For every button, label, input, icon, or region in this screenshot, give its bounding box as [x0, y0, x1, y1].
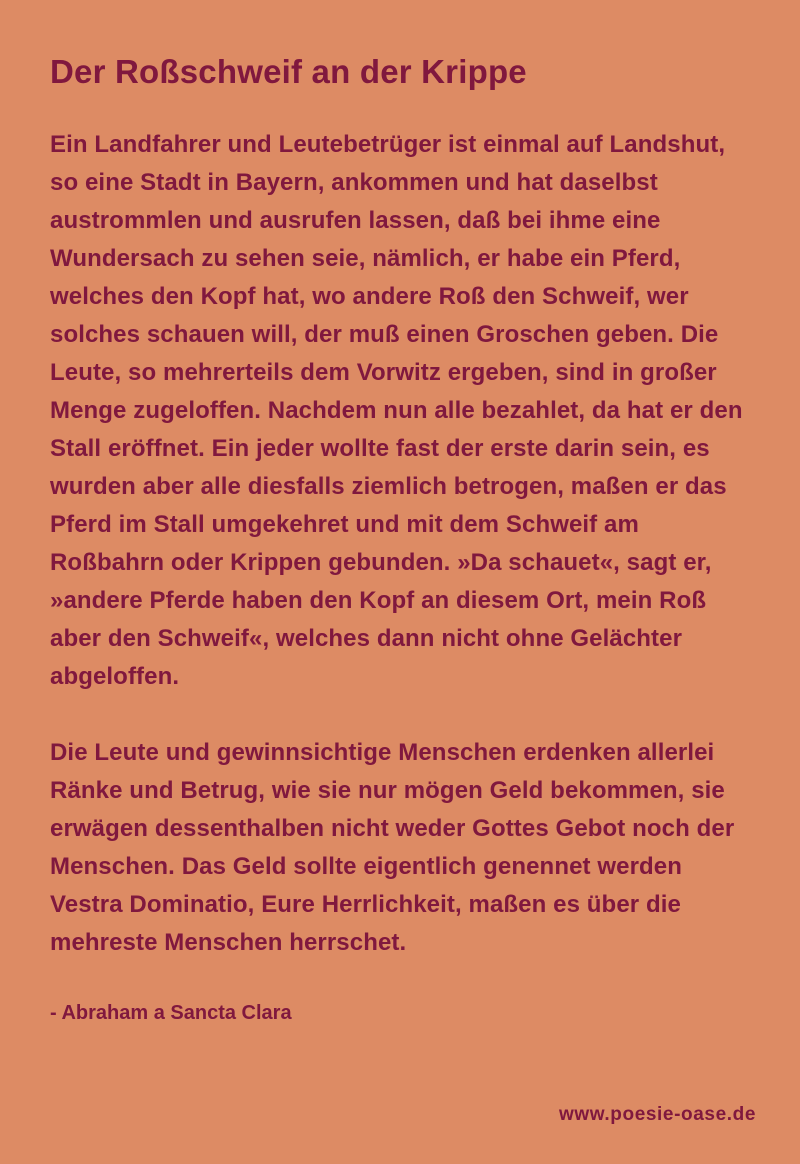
- website-link[interactable]: www.poesie-oase.de: [559, 1104, 756, 1125]
- poem-paragraph-2: Die Leute und gewinnsichtige Menschen erdenken allerlei Ränke und Betrug, wie sie nur mögen Geld bekommen, sie erwägen dessenthalben nicht weder Gottes Gebot noch der Menschen. Das Geld sollte eigentlich genennet werden Vestra Dominatio, Eure Herrlichkeit, maßen es über die mehreste Menschen herrschet.: [50, 739, 735, 956]
- poem-title: Der Roßschweif an der Krippe: [50, 53, 527, 90]
- poem-paragraph-1: Ein Landfahrer und Leutebetrüger ist einmal auf Landshut, so eine Stadt in Bayern, ankommen und hat daselbst austrommlen und ausrufen lassen, daß bei ihme eine Wundersach zu sehen seie, nämlich, er habe ein Pferd, welches den Kopf hat, wo andere Roß den Schweif, wer solches schauen will, der muß einen Groschen geben. Die Leute, so mehrerteils dem Vorwitz ergeben, sind in großer Menge zugeloffen. Nachdem nun alle bezahlet, da hat er den Stall eröffnet. Ein jeder wollte fast der erste darin sein, es wurden aber alle diesfalls ziemlich betrogen, maßen er das Pferd im Stall umgekehret und mit dem Schweif am Roßbahrn oder Krippen gebunden. »Da schauet«, sagt er, »andere Pferde haben den Kopf an diesem Ort, mein Roß aber den Schweif«, welches dann nicht ohne Gelächter abgeloffen.: [50, 131, 743, 690]
- author-attribution: - Abraham a Sancta Clara: [50, 1002, 292, 1024]
